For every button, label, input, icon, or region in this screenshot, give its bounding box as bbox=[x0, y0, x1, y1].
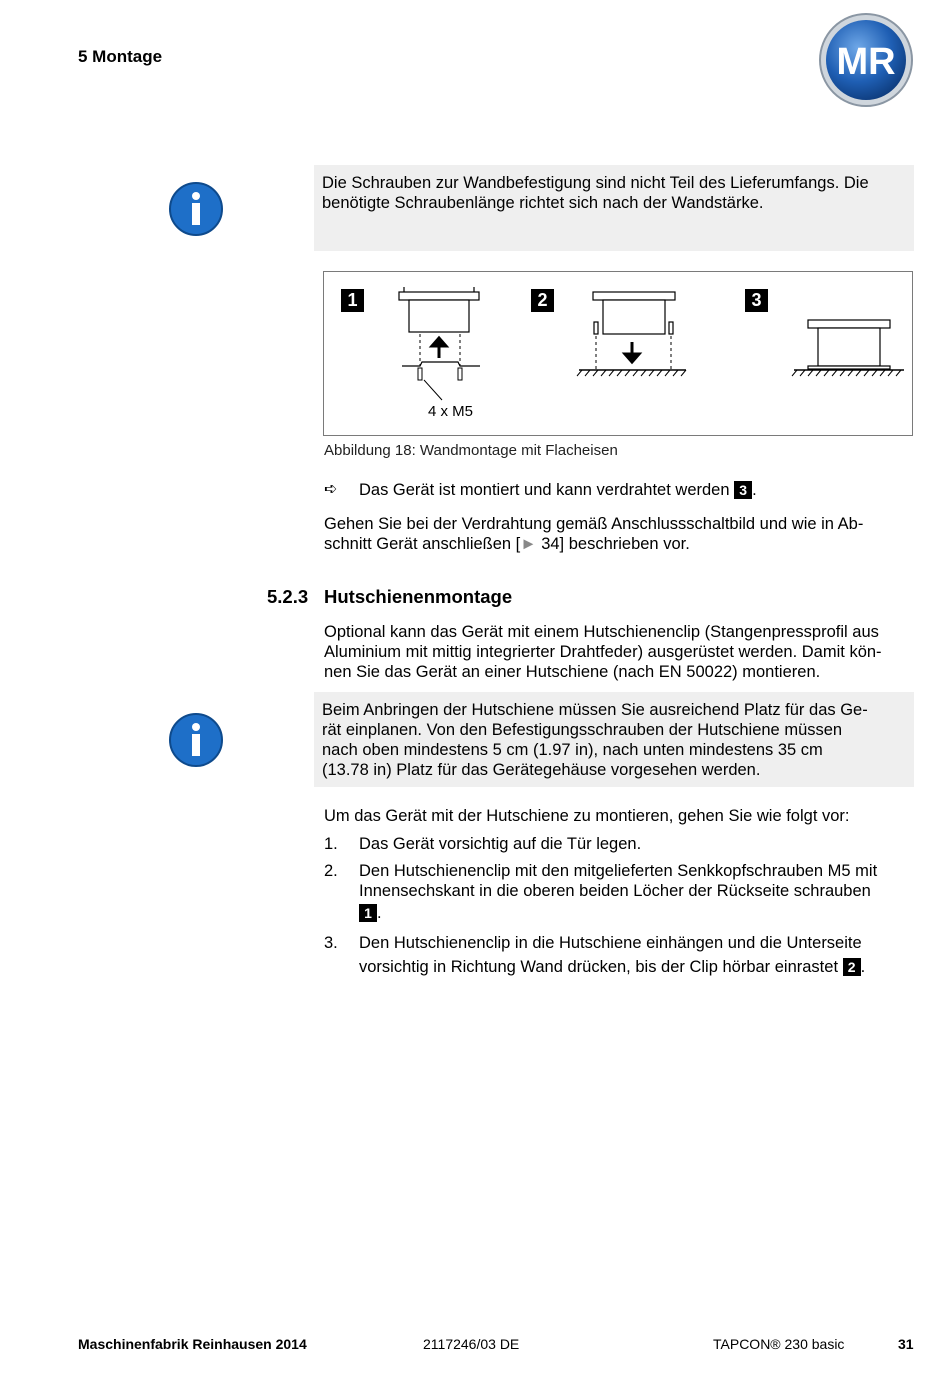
note-line: Beim Anbringen der Hutschiene müssen Sie ausreichend Platz für das Ge- bbox=[322, 701, 868, 719]
step-badge: 2 bbox=[843, 958, 861, 976]
result-arrow-icon: ➪ bbox=[324, 481, 338, 498]
figure-step-badge: 2 bbox=[531, 289, 554, 312]
note-line: rät einplanen. Von den Befestigungsschrauben der Hutschiene müssen bbox=[322, 721, 843, 739]
cross-reference-link[interactable]: ► bbox=[520, 535, 537, 553]
result-text bbox=[359, 480, 757, 500]
footer-company: Maschinenfabrik Reinhausen 2014 bbox=[78, 1336, 307, 1352]
note-box bbox=[314, 165, 914, 251]
mounting-drawing bbox=[324, 272, 914, 437]
step-text: Das Gerät vorsichtig auf die Tür legen. bbox=[359, 835, 642, 853]
step-line: Den Hutschienenclip in die Hutschiene einhängen und die Unterseite bbox=[359, 934, 862, 952]
section-title: Hutschienenmontage bbox=[324, 586, 513, 607]
procedure-intro: Um das Gerät mit der Hutschiene zu montieren, gehen Sie wie folgt vor: bbox=[324, 807, 850, 825]
screw-label: 4 x M5 bbox=[428, 403, 474, 420]
paragraph-line: nen Sie das Gerät an einer Hutschiene (nach EN 50022) montieren. bbox=[324, 663, 821, 681]
step-number: 2. bbox=[324, 862, 338, 880]
mr-logo bbox=[818, 12, 914, 108]
note-line: nach oben mindestens 5 cm (1.97 in), nach unten mindestens 35 cm bbox=[322, 741, 823, 759]
step-line: Innensechskant in die oberen beiden Löcher der Rückseite schrauben bbox=[359, 882, 871, 900]
wiring-line bbox=[324, 534, 914, 554]
note-text: Die Schrauben zur Wandbefestigung sind nicht Teil des Lieferumfangs. Die benötigte Schraubenlänge richtet sich nach der Wandstärke. bbox=[322, 174, 869, 212]
result-end: . bbox=[752, 481, 757, 499]
step-end: . bbox=[377, 904, 382, 922]
step-line: Den Hutschienenclip mit den mitgelieferten Senkkopfschrauben M5 mit bbox=[359, 862, 878, 880]
paragraph-line: Optional kann das Gerät mit einem Hutschienenclip (Stangenpressprofil aus bbox=[324, 623, 879, 641]
wiring-text: schnitt Gerät anschließen [ bbox=[324, 535, 521, 553]
info-icon bbox=[168, 181, 224, 237]
step-text bbox=[359, 933, 914, 977]
wiring-text: 34] beschrieben vor. bbox=[536, 535, 690, 553]
step-badge: 3 bbox=[734, 481, 752, 499]
figure-step-badge: 1 bbox=[341, 289, 364, 312]
footer-product: TAPCON® 230 basic bbox=[713, 1336, 845, 1352]
step-line: vorsichtig in Richtung Wand drücken, bis der Clip hörbar einrastet bbox=[359, 958, 839, 976]
din-rail-paragraph bbox=[324, 622, 914, 682]
figure-wall-mounting bbox=[323, 271, 913, 436]
wiring-paragraph bbox=[324, 514, 914, 554]
info-icon bbox=[168, 712, 224, 768]
step-end: . bbox=[860, 958, 866, 976]
step-text bbox=[359, 861, 914, 923]
footer-doc-number: 2117246/03 DE bbox=[423, 1336, 520, 1352]
figure-caption: Abbildung 18: Wandmontage mit Flacheisen bbox=[324, 442, 618, 459]
note-text bbox=[322, 700, 902, 780]
step-number: 1. bbox=[324, 835, 338, 853]
step-number: 3. bbox=[324, 934, 338, 952]
wiring-line: Gehen Sie bei der Verdrahtung gemäß Anschlussschaltbild und wie in Ab- bbox=[324, 515, 864, 533]
logo-text: MR bbox=[836, 41, 896, 83]
note-box bbox=[314, 692, 914, 787]
figure-step-badge: 3 bbox=[745, 289, 768, 312]
section-number: 5.2.3 bbox=[267, 586, 309, 607]
chapter-title: 5 Montage bbox=[78, 47, 163, 66]
note-line: (13.78 in) Platz für das Gerätegehäuse vorgesehen werden. bbox=[322, 761, 761, 779]
step-badge: 1 bbox=[359, 904, 377, 922]
result-label: Das Gerät ist montiert und kann verdrahtet werden bbox=[359, 481, 730, 499]
page-number: 31 bbox=[898, 1336, 914, 1352]
paragraph-line: Aluminium mit mittig integrierter Drahtfeder) ausgerüstet werden. Damit kön- bbox=[324, 643, 882, 661]
